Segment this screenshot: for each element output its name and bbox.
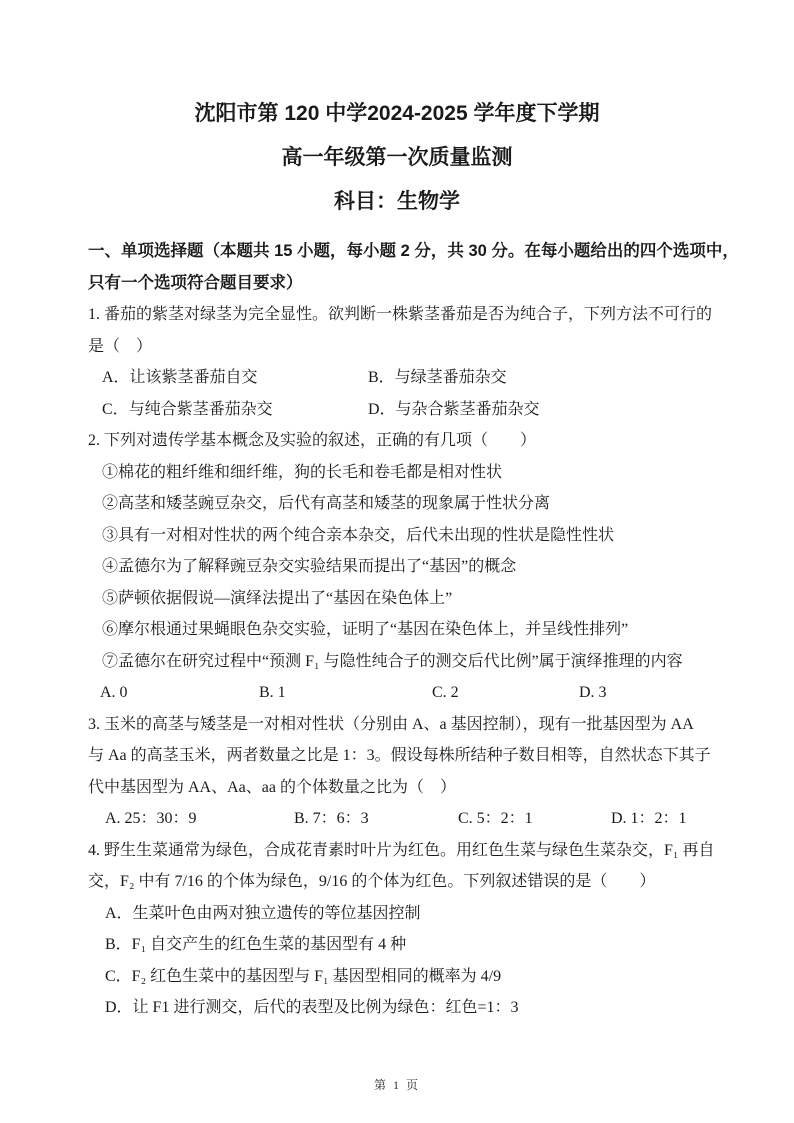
q4-stem-line-1: 4. 野生生菜通常为绿色，合成花青素时叶片为红色。用红色生菜与绿色生菜杂交，F₁ 再自 [88,841,715,859]
doc-subject: 科目：生物学 [334,190,460,213]
q2-option-c: C. 2 [432,684,459,701]
q1-options-row-2 [88,394,716,426]
q2-item-6: ⑥摩尔根通过果蝇眼色杂交实验，证明了“基因在染色体上，并呈线性排列” [102,621,629,638]
doc-subtitle: 高一年级第一次质量监测 [281,146,513,169]
q2-item-1: ①棉花的粗纤维和细纤维，狗的长毛和卷毛都是相对性状 [102,463,503,481]
q4-option-b: B．F₁ 自交产生的红色生菜的基因型有 4 种 [105,936,407,953]
q3-stem-line-3: 代中基因型为 AA、Aa、aa 的个体数量之比为（ ） [88,778,456,796]
q1-option-d: D．与杂合紫茎番茄杂交 [368,400,540,418]
q1-stem-line-1: 1. 番茄的紫茎对绿茎为完全显性。欲判断一株紫茎番茄是否为纯合子，下列方法不可行的 [88,306,713,323]
q2-option-d: D. 3 [579,684,607,701]
page-number-footer: 第 1 页 [373,1078,420,1092]
section-header-line-1: 一、单项选择题（本题共 15 小题，每小题 2 分，共 30 分。在每小题给出的四个选项中， [88,242,739,260]
q4-option-a: A．生菜叶色由两对独立遗传的等位基因控制 [105,904,421,922]
q2-item-2: ②高茎和矮茎豌豆杂交，后代有高茎和矮茎的现象属于性状分离 [102,495,551,512]
q3-options-row [88,803,716,835]
q2-stem: 2. 下列对遗传学基本概念及实验的叙述，正确的有几项（ ） [88,432,537,449]
doc-title: 沈阳市第 120 中学2024-2025 学年度下学期 [194,102,600,125]
q2-option-b: B. 1 [259,684,286,701]
q3-stem-line-2: 与 Aa 的高茎玉米，两者数量之比是 1：3。假设每株所结种子数目相等，自然状态下其子 [88,747,711,764]
q2-item-5: ⑤萨顿依据假说—演绎法提出了“基因在染色体上” [102,589,453,607]
q1-option-c: C．与纯合紫茎番茄杂交 [102,400,273,418]
title-block [0,92,794,224]
section-header-line-2: 只有一个选项符合题目要求） [88,273,303,292]
q3-option-c: C. 5：2：1 [458,810,533,827]
q4-option-d: D．让 F1 进行测交，后代的表型及比例为绿色：红色=1：3 [105,999,519,1016]
q3-stem-line-1: 3. 玉米的高茎与矮茎是一对相对性状（分别由 A、a 基因控制），现有一批基因型为 AA [88,715,694,733]
q1-stem-line-2: 是（ ） [88,337,153,355]
q1-option-b: B．与绿茎番茄杂交 [368,369,507,386]
q4-option-c: C．F₂ 红色生菜中的基因型与 F₁ 基因型相同的概率为 4/9 [105,967,502,985]
q1-options-row-1 [88,362,716,394]
q3-option-a: A. 25：30：9 [105,810,197,827]
q2-item-4: ④孟德尔为了解释豌豆杂交实验结果而提出了“基因”的概念 [102,558,517,575]
q3-option-d: D. 1：2：1 [611,810,687,827]
q4-stem-line-2: 交，F₂ 中有 7/16 的个体为绿色，9/16 的个体为红色。下列叙述错误的是（ ） [88,873,656,890]
q2-item-3: ③具有一对相对性状的两个纯合亲本杂交，后代未出现的性状是隐性性状 [102,526,615,544]
q3-option-b: B. 7：6：3 [294,810,369,827]
q2-option-a: A. 0 [100,684,128,701]
q2-item-7: ⑦孟德尔在研究过程中“预测 F₁ 与隐性纯合子的测交后代比例”属于演绎推理的内容 [102,652,683,670]
q2-options-row [88,677,716,709]
exam-body [88,236,739,1024]
q1-option-a: A．让该紫茎番茄自交 [102,369,258,386]
